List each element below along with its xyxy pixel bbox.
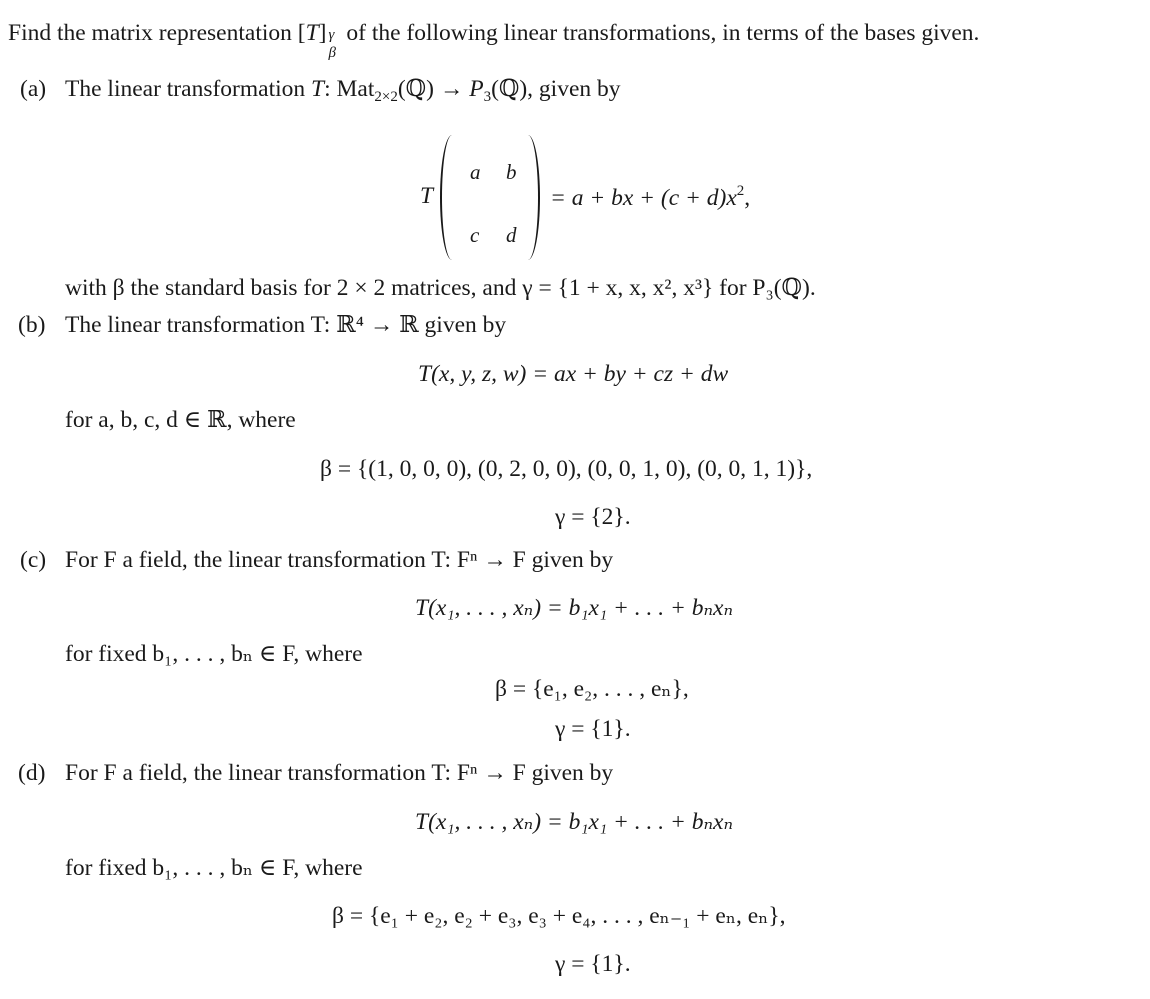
part-c-beta: β = {e₁, e₂, . . . , eₙ}, bbox=[495, 676, 689, 702]
part-a-label: (a) bbox=[20, 76, 47, 102]
part-d-eq: T(x₁, . . . , xₙ) = b₁x₁ + . . . + bₙxₙ bbox=[415, 809, 733, 835]
part-d-for-line: for fixed b₁, . . . , bₙ ∈ F, where bbox=[65, 855, 363, 881]
matrix-d: d bbox=[506, 223, 517, 247]
part-b-label: (b) bbox=[18, 312, 46, 338]
intro-prefix: Find the matrix representation [ bbox=[8, 20, 306, 46]
part-a-with-line: with β the standard basis for 2 × 2 matrices, and γ = {1 + x, x, x², x³} for P₃(ℚ). bbox=[65, 275, 816, 301]
part-c-eq: T(x₁, . . . , xₙ) = b₁x₁ + . . . + bₙxₙ bbox=[415, 595, 733, 621]
part-a-mat-sub: 2×2 bbox=[374, 89, 398, 105]
part-b-eq: T(x, y, z, w) = ax + by + cz + dw bbox=[418, 361, 729, 387]
intro-suffix: of the following linear transformations, in terms of the bases given. bbox=[340, 20, 980, 46]
part-d-beta: β = {e₁ + e₂, e₂ + e₃, e₃ + e₄, . . . , eₙ₋₁ + eₙ, eₙ}, bbox=[332, 903, 786, 929]
part-a-end: (ℚ), given by bbox=[491, 76, 621, 102]
part-a-rhs bbox=[550, 183, 751, 211]
part-a-pre: The linear transformation bbox=[65, 76, 312, 102]
intro-T: T bbox=[305, 20, 319, 46]
matrix-b: b bbox=[506, 160, 517, 184]
part-a-rhs-end: , bbox=[744, 185, 751, 211]
part-a-colon: : Mat bbox=[324, 76, 375, 102]
part-c-line1: For F a field, the linear transformation T: Fⁿ → F given by bbox=[65, 547, 614, 573]
part-b-for-line: for a, b, c, d ∈ ℝ, where bbox=[65, 407, 296, 433]
part-a-mid: (ℚ) → bbox=[397, 76, 470, 102]
matrix-right-paren bbox=[520, 135, 540, 260]
part-a-eq-T: T bbox=[420, 183, 434, 209]
intro-sub: β bbox=[328, 45, 336, 61]
matrix-c: c bbox=[470, 223, 480, 247]
part-a-P: P bbox=[469, 76, 484, 102]
part-b-gamma: γ = {2}. bbox=[555, 504, 631, 530]
part-a-line1 bbox=[65, 76, 621, 105]
part-d-line1: For F a field, the linear transformation T: Fⁿ → F given by bbox=[65, 760, 614, 786]
part-b-line1: The linear transformation T: ℝ⁴ → ℝ given by bbox=[65, 312, 507, 338]
part-c-gamma: γ = {1}. bbox=[555, 716, 631, 742]
part-c-for-line: for fixed b₁, . . . , bₙ ∈ F, where bbox=[65, 641, 363, 667]
intro-sup: γ bbox=[328, 27, 335, 43]
part-a-matrix bbox=[440, 135, 540, 260]
part-d-label: (d) bbox=[18, 760, 46, 786]
part-a-rhs-text: = a + bx + (c + d)x bbox=[550, 185, 737, 211]
matrix-left-paren bbox=[440, 135, 460, 260]
intro-close: ] bbox=[318, 20, 327, 46]
part-a-P-sub: 3 bbox=[483, 89, 492, 105]
intro-line bbox=[8, 20, 980, 61]
part-a-T: T bbox=[311, 76, 325, 102]
part-b-beta: β = {(1, 0, 0, 0), (0, 2, 0, 0), (0, 0, 1, 0), (0, 0, 1, 1)}, bbox=[320, 456, 813, 482]
part-c-label: (c) bbox=[20, 547, 47, 573]
part-d-gamma: γ = {1}. bbox=[555, 951, 631, 977]
matrix-a: a bbox=[470, 160, 481, 184]
part-a-rhs-sup: 2 bbox=[736, 183, 745, 199]
